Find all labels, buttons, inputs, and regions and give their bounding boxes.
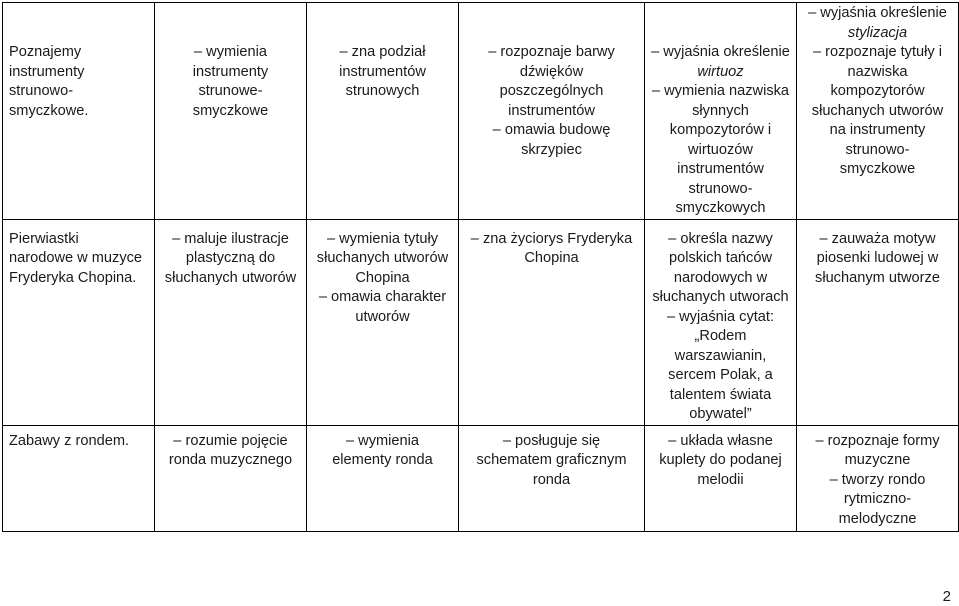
requirement-text: skrzypiec (521, 141, 582, 158)
curriculum-table (2, 2, 959, 532)
requirement-text: słuchanych utworach (652, 289, 789, 305)
requirement-text: – wymienia nazwiska (651, 83, 790, 99)
requirement-cell (459, 3, 645, 220)
requirement-text: schematem graficznym (476, 452, 627, 468)
requirement-text: słuchanych utworów (316, 250, 449, 266)
requirement-text: słuchanych utworów (164, 269, 297, 286)
topic-text: smyczkowe. (9, 102, 89, 119)
topic-cell (3, 219, 155, 425)
requirement-text: na instrumenty (829, 122, 926, 138)
requirement-cell (797, 425, 959, 531)
requirement-cell (307, 425, 459, 531)
requirement-text: – wyjaśnia określenie (651, 44, 790, 60)
requirement-text: – rozumie pojęcie (173, 432, 288, 449)
requirement-text: – wymienia (346, 432, 419, 449)
topic-text: strunowo- (9, 83, 74, 99)
requirement-text: ronda (532, 471, 571, 488)
requirement-text: muzyczne (844, 452, 911, 468)
requirement-cell (155, 219, 307, 425)
requirement-cell (155, 3, 307, 220)
table-row (3, 219, 959, 425)
requirement-text: – wyjaśnia określenie (808, 5, 947, 21)
requirement-text: – zna życiorys Fryderyka (470, 230, 633, 247)
requirement-text: smyczkowych (675, 200, 766, 216)
requirement-text: obywatel” (689, 406, 752, 422)
requirement-text: strunowe- (198, 83, 263, 99)
requirement-cell (645, 3, 797, 220)
requirement-text: – wymienia (194, 44, 267, 60)
requirement-text: strunowo- (845, 141, 910, 158)
topic-cell (3, 3, 155, 220)
requirement-text: – tworzy rondo (829, 471, 926, 488)
requirement-text: – rozpoznaje tytuły i (813, 44, 942, 60)
requirement-text: – omawia budowę (492, 122, 611, 138)
requirement-text: rytmiczno- (843, 491, 912, 507)
requirement-text: instrumentów (339, 63, 426, 80)
requirement-cell (797, 3, 959, 220)
topic-text: Zabawy z rondem. (9, 432, 130, 449)
requirement-text: Chopina (355, 269, 410, 286)
requirement-text: sercem Polak, a (668, 367, 773, 383)
requirement-text: melodii (697, 471, 744, 488)
requirement-cell (155, 425, 307, 531)
requirement-cell (307, 219, 459, 425)
requirement-text: słuchanych utworów (811, 102, 944, 119)
requirement-text: elementy ronda (332, 452, 433, 468)
requirement-text: – określa nazwy (668, 230, 773, 247)
requirement-text: – posługuje się (502, 432, 601, 449)
topic-cell (3, 425, 155, 531)
requirement-term: wirtuoz (697, 63, 744, 80)
requirement-term: stylizacja (847, 24, 908, 41)
requirement-text: – zauważa motyw (819, 230, 936, 247)
requirement-text: plastyczną do (185, 250, 276, 266)
requirement-text: wirtuozów (688, 141, 753, 158)
requirement-text: – wymienia tytuły (326, 230, 439, 247)
table-row (3, 3, 959, 220)
topic-text: narodowe w muzyce (9, 250, 143, 266)
requirement-text: instrumenty (192, 63, 269, 80)
requirement-text: narodowych w (673, 269, 768, 286)
requirement-text: Chopina (524, 250, 579, 266)
requirement-cell (459, 425, 645, 531)
requirement-text: słynnych (692, 102, 749, 119)
requirement-cell (307, 3, 459, 220)
requirement-text: nazwiska (847, 63, 908, 80)
requirement-text: smyczkowe (192, 102, 269, 119)
requirement-text: dźwięków (519, 63, 584, 80)
requirement-text: – rozpoznaje formy (815, 432, 940, 449)
requirement-text: – omawia charakter (318, 289, 447, 305)
table-row (3, 425, 959, 531)
topic-text: Pierwiastki (9, 230, 79, 247)
topic-text: instrumenty (9, 63, 85, 80)
requirement-text: instrumentów (508, 102, 595, 119)
requirement-text: – rozpoznaje barwy (488, 44, 615, 60)
requirement-text: – wyjaśnia cytat: (666, 308, 775, 325)
requirement-text: melodyczne (838, 510, 917, 527)
requirement-text: – zna podział (339, 44, 426, 60)
requirement-text: utworów (355, 308, 410, 325)
requirement-text: kuplety do podanej (659, 452, 782, 468)
requirement-text: kompozytorów (830, 83, 925, 99)
requirement-cell (797, 219, 959, 425)
requirement-text: kompozytorów i (669, 122, 772, 138)
requirement-text: smyczkowe (839, 161, 916, 177)
requirement-text: talentem świata (669, 386, 772, 403)
requirement-text: strunowo- (688, 180, 753, 197)
requirement-text: instrumentów (677, 161, 764, 177)
requirement-text: warszawianin, (674, 347, 767, 364)
requirement-text: polskich tańców (668, 250, 773, 266)
requirement-cell (459, 219, 645, 425)
requirement-cell (645, 219, 797, 425)
requirement-text: strunowych (345, 83, 420, 99)
requirement-cell (645, 425, 797, 531)
requirement-text: ronda muzycznego (168, 452, 293, 468)
requirement-text: poszczególnych (499, 83, 604, 99)
requirement-text: „Rodem (694, 328, 747, 344)
requirement-text: – układa własne (668, 432, 773, 449)
page-number: 2 (942, 588, 951, 605)
topic-text: Poznajemy (9, 44, 82, 60)
topic-text: Fryderyka Chopina. (9, 269, 137, 286)
requirement-text: – maluje ilustracje (172, 230, 289, 247)
requirement-text: piosenki ludowej w (816, 250, 939, 266)
requirement-text: słuchanym utworze (815, 269, 940, 286)
